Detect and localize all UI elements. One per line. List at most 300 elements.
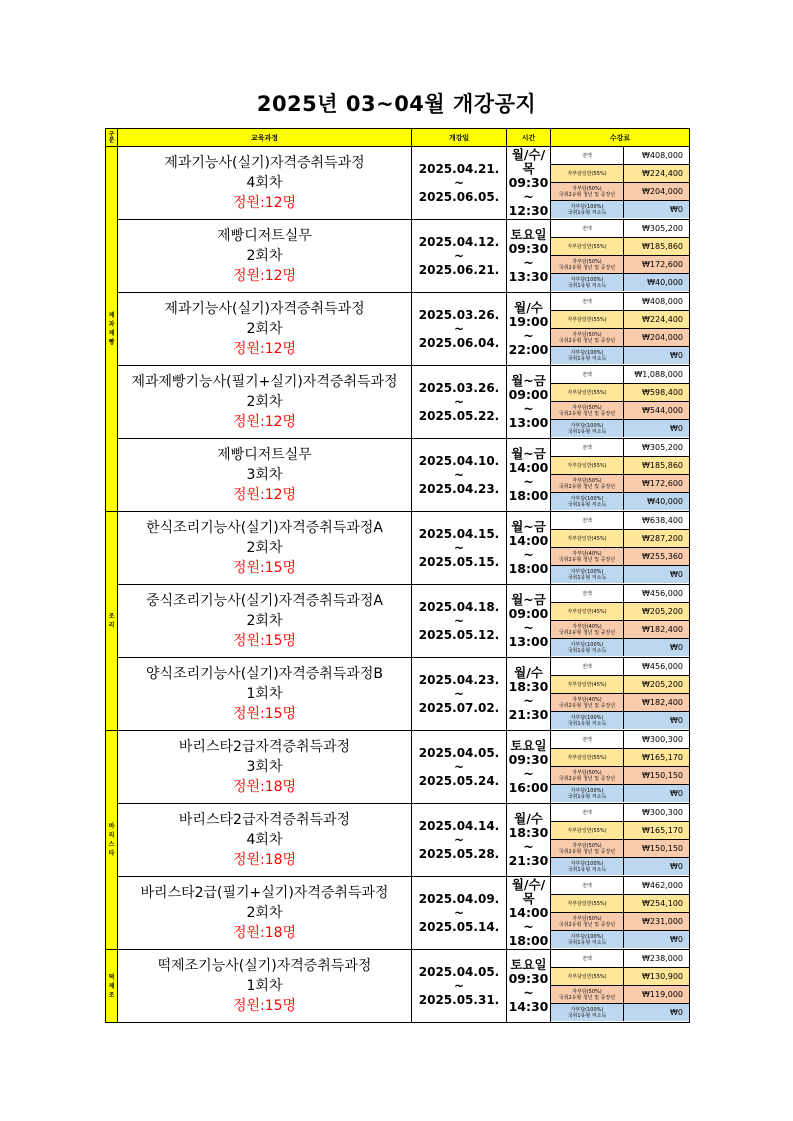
fee-youth-amount: ₩172,600 — [624, 475, 690, 493]
fee-free-label — [551, 931, 624, 949]
course-name: 양식조리기능사(실기)자격증취득과정B — [146, 666, 383, 682]
period-cell — [412, 658, 507, 731]
class-days: 월~금 — [511, 519, 546, 534]
start-date: 2025.04.12. — [418, 235, 500, 249]
course-round: 1회차 — [246, 978, 283, 994]
fee-youth-label — [551, 402, 624, 420]
fee-youth-amount: ₩204,000 — [624, 183, 690, 201]
course-capacity: 정원:15명 — [232, 998, 297, 1014]
fee-label-text: 자부담(50%) — [572, 258, 602, 265]
time-separator: ~ — [523, 693, 534, 708]
fee-free-row — [551, 785, 689, 803]
start-date: 2025.04.18. — [418, 600, 500, 614]
course-capacity: 정원:12명 — [232, 341, 297, 357]
class-days: 월/수/목 — [511, 877, 546, 906]
fee-free-label — [551, 785, 624, 803]
fee-cell — [551, 950, 690, 1023]
time-cell — [507, 439, 551, 512]
fee-youth-amount: ₩150,150 — [624, 767, 690, 785]
time-start: 14:00 — [508, 533, 549, 548]
course-capacity: 정원:18명 — [232, 852, 297, 868]
course-row — [106, 220, 690, 293]
fee-full-amount: ₩305,200 — [624, 220, 690, 238]
class-days: 월~금 — [511, 592, 546, 607]
course-schedule-table — [105, 128, 690, 1023]
fee-general-label — [551, 165, 624, 183]
category-char: 조 — [108, 613, 115, 620]
category-char: 리 — [108, 832, 115, 839]
time-cell — [507, 585, 551, 658]
course-round: 2회차 — [246, 613, 283, 629]
time-end: 21:30 — [508, 707, 549, 722]
course-cell — [118, 658, 412, 731]
fee-label-text: 자부담(50%) — [572, 769, 602, 776]
course-name: 제과기능사(실기)자격증취득과정 — [164, 301, 365, 317]
fee-label-text: 전액 — [582, 152, 592, 159]
fee-label-text: 자부담(40%) — [572, 696, 602, 703]
course-row — [106, 293, 690, 366]
fee-youth-row — [551, 767, 689, 785]
fee-label-text: 전액 — [582, 517, 592, 524]
course-capacity: 정원:15명 — [232, 706, 297, 722]
time-separator: ~ — [523, 839, 534, 854]
fee-full-row — [551, 731, 689, 749]
fee-full-amount: ₩456,000 — [624, 658, 690, 676]
fee-free-label — [551, 1004, 624, 1022]
fee-label-text: 국취2유형 청년 및 중장년 — [558, 629, 616, 636]
class-days: 토요일 — [510, 738, 547, 753]
fee-youth-row — [551, 548, 689, 566]
time-separator: ~ — [523, 985, 534, 1000]
period-cell — [412, 293, 507, 366]
fee-breakdown — [551, 439, 689, 510]
fee-label-text: 전액 — [582, 298, 592, 305]
course-cell — [118, 147, 412, 220]
time-end: 18:00 — [508, 561, 549, 576]
fee-full-row — [551, 585, 689, 603]
fee-general-amount: ₩185,860 — [624, 238, 690, 256]
fee-youth-row — [551, 475, 689, 493]
time-start: 14:00 — [508, 460, 549, 475]
header-category: 구분 — [106, 129, 118, 147]
fee-free-amount: ₩0 — [624, 201, 690, 219]
course-name: 바리스타2급(필기+실기)자격증취득과정 — [140, 885, 389, 901]
period-cell — [412, 877, 507, 950]
time-cell — [507, 293, 551, 366]
fee-label-text: 자부담일반(55%) — [567, 973, 607, 980]
fee-general-row — [551, 749, 689, 767]
course-capacity: 정원:12명 — [232, 268, 297, 284]
course-name: 한식조리기능사(실기)자격증취득과정A — [146, 520, 383, 536]
time-separator: ~ — [523, 919, 534, 934]
fee-cell — [551, 585, 690, 658]
fee-free-label — [551, 712, 624, 730]
category-cell — [106, 731, 118, 950]
fee-label-text: 국취1유형 저소득 — [567, 355, 607, 362]
fee-label-text: 자부담(50%) — [572, 842, 602, 849]
class-days: 월~금 — [511, 373, 546, 388]
fee-general-amount: ₩224,400 — [624, 165, 690, 183]
fee-label-text: 자부담(50%) — [572, 404, 602, 411]
fee-general-row — [551, 311, 689, 329]
time-start: 09:00 — [508, 387, 549, 402]
course-capacity: 정원:12명 — [232, 414, 297, 430]
fee-full-label — [551, 585, 624, 603]
fee-youth-amount: ₩172,600 — [624, 256, 690, 274]
fee-full-amount: ₩305,200 — [624, 439, 690, 457]
course-cell — [118, 439, 412, 512]
course-row — [106, 366, 690, 439]
fee-free-amount: ₩0 — [624, 420, 690, 438]
fee-youth-row — [551, 402, 689, 420]
date-separator: ~ — [453, 322, 465, 336]
time-end: 22:00 — [508, 342, 549, 357]
fee-label-text: 자부담(40%) — [572, 623, 602, 630]
fee-label-text: 전액 — [582, 736, 592, 743]
fee-label-text: 자부담(100%) — [570, 495, 604, 502]
course-cell — [118, 731, 412, 804]
time-separator: ~ — [523, 766, 534, 781]
period-cell — [412, 366, 507, 439]
fee-full-amount: ₩238,000 — [624, 950, 690, 968]
fee-full-row — [551, 950, 689, 968]
course-name: 제빵디저트실무 — [217, 228, 312, 244]
fee-breakdown — [551, 950, 689, 1021]
course-name: 떡제조기능사(실기)자격증취득과정 — [157, 958, 372, 974]
fee-label-text: 자부담일반(55%) — [567, 170, 607, 177]
fee-label-text: 자부담일반(45%) — [567, 681, 607, 688]
fee-general-label — [551, 384, 624, 402]
course-name: 바리스타2급자격증취득과정 — [178, 812, 351, 828]
fee-breakdown — [551, 658, 689, 729]
fee-youth-label — [551, 548, 624, 566]
fee-general-row — [551, 603, 689, 621]
course-round: 1회차 — [246, 686, 283, 702]
fee-breakdown — [551, 147, 689, 218]
course-round: 4회차 — [246, 175, 283, 191]
time-cell — [507, 220, 551, 293]
date-separator: ~ — [453, 249, 465, 263]
fee-youth-amount: ₩544,000 — [624, 402, 690, 420]
fee-full-label — [551, 220, 624, 238]
course-round: 2회차 — [246, 394, 283, 410]
time-cell — [507, 950, 551, 1023]
course-name: 제과기능사(실기)자격증취득과정 — [164, 155, 365, 171]
time-cell — [507, 877, 551, 950]
end-date: 2025.07.02. — [418, 701, 500, 715]
course-cell — [118, 877, 412, 950]
end-date: 2025.06.21. — [418, 263, 500, 277]
fee-label-text: 자부담(50%) — [572, 915, 602, 922]
fee-youth-label — [551, 767, 624, 785]
fee-general-row — [551, 676, 689, 694]
header-fee: 수강료 — [551, 129, 690, 147]
fee-general-label — [551, 530, 624, 548]
fee-general-amount: ₩598,400 — [624, 384, 690, 402]
fee-full-label — [551, 439, 624, 457]
fee-free-amount: ₩0 — [624, 712, 690, 730]
date-separator: ~ — [453, 833, 465, 847]
fee-general-row — [551, 238, 689, 256]
fee-label-text: 국취1유형 저소득 — [567, 1012, 607, 1019]
fee-cell — [551, 877, 690, 950]
fee-label-text: 자부담(100%) — [570, 933, 604, 940]
end-date: 2025.05.14. — [418, 920, 500, 934]
class-days: 월~금 — [511, 446, 546, 461]
fee-full-label — [551, 293, 624, 311]
date-separator: ~ — [453, 395, 465, 409]
fee-label-text: 자부담일반(55%) — [567, 462, 607, 469]
category-cell — [106, 950, 118, 1023]
fee-general-row — [551, 895, 689, 913]
period-cell — [412, 731, 507, 804]
fee-free-row — [551, 931, 689, 949]
time-cell — [507, 512, 551, 585]
course-round: 3회차 — [246, 759, 283, 775]
fee-general-amount: ₩165,170 — [624, 749, 690, 767]
fee-free-amount: ₩0 — [624, 566, 690, 584]
fee-general-amount: ₩205,200 — [624, 603, 690, 621]
time-start: 09:30 — [508, 241, 549, 256]
fee-label-text: 국취2유형 청년 및 중장년 — [558, 483, 616, 490]
end-date: 2025.04.23. — [418, 482, 500, 496]
category-char: 조 — [108, 991, 115, 999]
fee-cell — [551, 658, 690, 731]
fee-label-text: 자부담(50%) — [572, 477, 602, 484]
fee-free-row — [551, 201, 689, 219]
start-date: 2025.04.21. — [418, 162, 500, 176]
category-char: 제 — [108, 982, 115, 990]
fee-free-amount: ₩0 — [624, 1004, 690, 1022]
header-period: 개강일 — [412, 129, 507, 147]
fee-label-text: 국취2유형 청년 및 중장년 — [558, 337, 616, 344]
course-round: 2회차 — [246, 540, 283, 556]
end-date: 2025.05.24. — [418, 774, 500, 788]
fee-youth-label — [551, 621, 624, 639]
fee-full-label — [551, 366, 624, 384]
fee-free-row — [551, 858, 689, 876]
end-date: 2025.05.31. — [418, 993, 500, 1007]
fee-label-text: 국취2유형 청년 및 중장년 — [558, 410, 616, 417]
course-row — [106, 585, 690, 658]
fee-full-amount: ₩300,300 — [624, 804, 690, 822]
course-capacity: 정원:15명 — [232, 633, 297, 649]
header-time: 시간 — [507, 129, 551, 147]
time-end: 16:00 — [508, 780, 549, 795]
fee-cell — [551, 147, 690, 220]
category-char: 스 — [108, 841, 115, 848]
fee-general-label — [551, 895, 624, 913]
time-end: 18:00 — [508, 933, 549, 948]
fee-general-row — [551, 384, 689, 402]
category-char: 리 — [108, 622, 115, 629]
course-row — [106, 147, 690, 220]
fee-free-row — [551, 566, 689, 584]
fee-label-text: 국취1유형 저소득 — [567, 501, 607, 508]
fee-youth-amount: ₩119,000 — [624, 986, 690, 1004]
fee-full-label — [551, 512, 624, 530]
fee-cell — [551, 366, 690, 439]
fee-youth-label — [551, 183, 624, 201]
fee-youth-row — [551, 986, 689, 1004]
class-days: 월/수/목 — [511, 147, 546, 176]
fee-general-row — [551, 457, 689, 475]
course-round: 2회차 — [246, 248, 283, 264]
start-date: 2025.04.14. — [418, 819, 500, 833]
fee-label-text: 자부담일반(45%) — [567, 535, 607, 542]
start-date: 2025.04.09. — [418, 892, 500, 906]
time-end: 14:30 — [508, 999, 549, 1014]
fee-full-amount: ₩408,000 — [624, 147, 690, 165]
fee-label-text: 자부담(50%) — [572, 988, 602, 995]
date-separator: ~ — [453, 906, 465, 920]
date-separator: ~ — [453, 176, 465, 190]
fee-youth-label — [551, 840, 624, 858]
fee-free-label — [551, 347, 624, 365]
fee-label-text: 국취1유형 저소득 — [567, 720, 607, 727]
start-date: 2025.03.26. — [418, 308, 500, 322]
fee-label-text: 자부담(100%) — [570, 276, 604, 283]
fee-label-text: 자부담(100%) — [570, 1006, 604, 1013]
fee-cell — [551, 804, 690, 877]
fee-full-row — [551, 366, 689, 384]
fee-youth-label — [551, 256, 624, 274]
category-cell — [106, 512, 118, 731]
fee-label-text: 자부담일반(55%) — [567, 900, 607, 907]
period-cell — [412, 220, 507, 293]
fee-label-text: 국취2유형 청년 및 중장년 — [558, 994, 616, 1001]
fee-label-text: 자부담일반(55%) — [567, 827, 607, 834]
fee-label-text: 전액 — [582, 955, 592, 962]
page-title: 2025년 03~04월 개강공지 — [256, 92, 537, 116]
period-cell — [412, 512, 507, 585]
date-separator: ~ — [453, 468, 465, 482]
start-date: 2025.04.05. — [418, 746, 500, 760]
fee-label-text: 국취1유형 저소득 — [567, 793, 607, 800]
time-cell — [507, 804, 551, 877]
fee-full-label — [551, 658, 624, 676]
date-separator: ~ — [453, 979, 465, 993]
fee-free-label — [551, 420, 624, 438]
fee-cell — [551, 512, 690, 585]
course-capacity: 정원:12명 — [232, 487, 297, 503]
time-separator: ~ — [523, 255, 534, 270]
fee-full-row — [551, 658, 689, 676]
course-capacity: 정원:18명 — [232, 925, 297, 941]
time-separator: ~ — [523, 401, 534, 416]
fee-general-label — [551, 968, 624, 986]
fee-label-text: 국취2유형 청년 및 중장년 — [558, 556, 616, 563]
date-separator: ~ — [453, 541, 465, 555]
course-capacity: 정원:15명 — [232, 560, 297, 576]
time-start: 18:30 — [508, 679, 549, 694]
course-cell — [118, 950, 412, 1023]
fee-cell — [551, 731, 690, 804]
fee-free-label — [551, 274, 624, 292]
date-separator: ~ — [453, 614, 465, 628]
fee-label-text: 전액 — [582, 663, 592, 670]
fee-cell — [551, 220, 690, 293]
fee-youth-amount: ₩255,360 — [624, 548, 690, 566]
time-start: 09:30 — [508, 971, 549, 986]
fee-free-row — [551, 420, 689, 438]
end-date: 2025.05.12. — [418, 628, 500, 642]
fee-youth-row — [551, 621, 689, 639]
fee-general-label — [551, 311, 624, 329]
fee-full-amount: ₩1,088,000 — [624, 366, 690, 384]
fee-label-text: 국취1유형 저소득 — [567, 282, 607, 289]
fee-full-label — [551, 147, 624, 165]
class-days: 토요일 — [510, 227, 547, 242]
fee-label-text: 국취1유형 저소득 — [567, 574, 607, 581]
fee-label-text: 전액 — [582, 590, 592, 597]
class-days: 월/수 — [514, 665, 543, 680]
fee-free-amount: ₩40,000 — [624, 493, 690, 511]
time-end: 12:30 — [508, 203, 549, 218]
course-row — [106, 512, 690, 585]
time-start: 09:30 — [508, 175, 549, 190]
fee-youth-row — [551, 840, 689, 858]
start-date: 2025.03.26. — [418, 381, 500, 395]
fee-label-text: 국취1유형 저소득 — [567, 939, 607, 946]
fee-label-text: 전액 — [582, 225, 592, 232]
fee-general-row — [551, 968, 689, 986]
fee-full-row — [551, 512, 689, 530]
course-round: 2회차 — [246, 905, 283, 921]
fee-label-text: 국취1유형 저소득 — [567, 647, 607, 654]
category-char: 빵 — [108, 339, 115, 346]
fee-free-amount: ₩0 — [624, 858, 690, 876]
fee-general-row — [551, 530, 689, 548]
fee-full-label — [551, 950, 624, 968]
fee-youth-row — [551, 694, 689, 712]
course-cell — [118, 220, 412, 293]
time-cell — [507, 658, 551, 731]
fee-general-label — [551, 822, 624, 840]
fee-label-text: 자부담(100%) — [570, 568, 604, 575]
fee-label-text: 자부담(100%) — [570, 422, 604, 429]
fee-full-label — [551, 731, 624, 749]
fee-free-amount: ₩0 — [624, 785, 690, 803]
course-capacity: 정원:12명 — [232, 195, 297, 211]
course-name: 제빵디저트실무 — [217, 447, 312, 463]
category-char: 떡 — [108, 973, 115, 981]
fee-general-label — [551, 457, 624, 475]
fee-label-text: 국취1유형 저소득 — [567, 428, 607, 435]
fee-general-amount: ₩185,860 — [624, 457, 690, 475]
start-date: 2025.04.15. — [418, 527, 500, 541]
fee-label-text: 자부담일반(55%) — [567, 316, 607, 323]
fee-general-label — [551, 603, 624, 621]
fee-free-row — [551, 639, 689, 657]
fee-full-row — [551, 439, 689, 457]
fee-youth-label — [551, 329, 624, 347]
time-start: 14:00 — [508, 905, 549, 920]
time-separator: ~ — [523, 547, 534, 562]
fee-label-text: 자부담(100%) — [570, 203, 604, 210]
fee-youth-row — [551, 183, 689, 201]
course-row — [106, 877, 690, 950]
fee-free-label — [551, 858, 624, 876]
fee-full-amount: ₩408,000 — [624, 293, 690, 311]
period-cell — [412, 950, 507, 1023]
course-cell — [118, 512, 412, 585]
fee-label-text: 자부담(100%) — [570, 714, 604, 721]
fee-full-amount: ₩462,000 — [624, 877, 690, 895]
fee-label-text: 국취1유형 저소득 — [567, 209, 607, 216]
time-cell — [507, 147, 551, 220]
category-char: 과 — [108, 321, 115, 328]
